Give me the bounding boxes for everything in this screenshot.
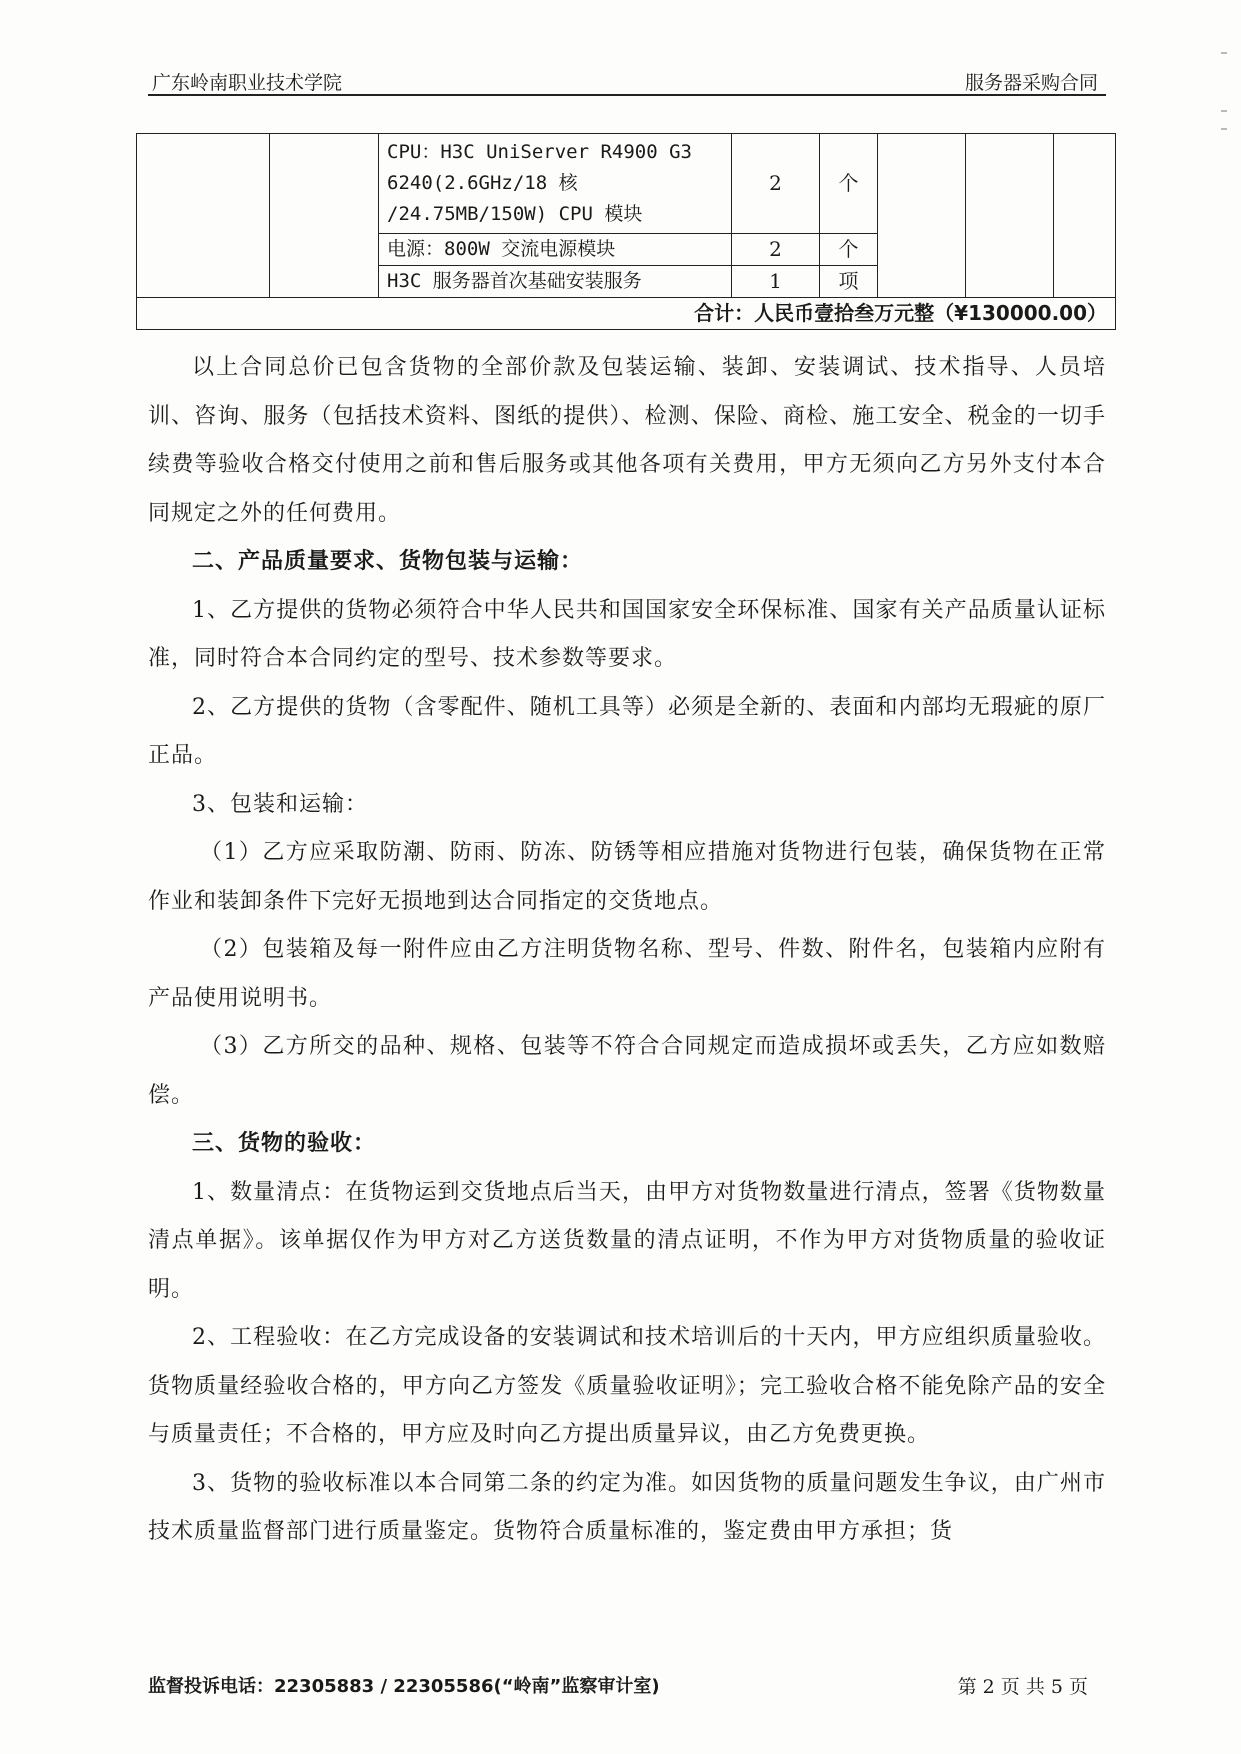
- contract-total: 合计：人民币壹拾叁万元整（¥130000.00）: [137, 298, 1116, 330]
- complaint-hotline: 监督投诉电话：22305883 / 22305586(“岭南”监察审计室): [148, 1676, 660, 1697]
- item-quantity: 1: [732, 266, 820, 298]
- table-cell-empty: [270, 134, 379, 298]
- document-title: 服务器采购合同: [964, 72, 1098, 94]
- paragraph: 2、乙方提供的货物（含零配件、随机工具等）必须是全新的、表面和内部均无瑕疵的原厂正品。: [148, 694, 1106, 768]
- contract-body: [148, 344, 1106, 1557]
- table-cell-empty: [878, 134, 966, 298]
- page-header: [148, 68, 1106, 96]
- page-number: 第 2 页 共 5 页: [957, 1676, 1088, 1698]
- item-unit: 项: [820, 266, 878, 298]
- goods-table: [136, 133, 1116, 330]
- paragraph: 1、数量清点：在货物运到交货地点后当天，由甲方对货物数量进行清点，签署《货物数量清点单据》。该单据仅作为甲方对乙方送货数量的清点证明，不作为甲方对货物质量的验收证明。: [148, 1179, 1106, 1302]
- item-description: [379, 134, 732, 234]
- paragraph: （2）包装箱及每一附件应由乙方注明货物名称、型号、件数、附件名，包装箱内应附有产品使用说明书。: [148, 937, 1106, 1011]
- table-total-row: [137, 298, 1116, 330]
- table-cell-empty: [1054, 134, 1116, 298]
- paragraph: 2、工程验收：在乙方完成设备的安装调试和技术培训后的十天内，甲方应组织质量验收。货物质量经验收合格的，甲方向乙方签发《质量验收证明》；完工验收合格不能免除产品的安全与质量责任；不合格的，甲方应及时向乙方提出质量异议，由乙方免费更换。: [148, 1325, 1106, 1447]
- school-name: 广东岭南职业技术学院: [152, 72, 343, 94]
- scan-speck: [1221, 110, 1227, 112]
- table-row: [137, 134, 1116, 234]
- desc-line: /24.75MB/150W) CPU 模块: [387, 203, 643, 225]
- item-description: H3C 服务器首次基础安装服务: [379, 266, 732, 298]
- paragraph: 3、货物的验收标准以本合同第二条的约定为准。如因货物的质量问题发生争议，由广州市技术质量监督部门进行质量鉴定。货物符合质量标准的，鉴定费由甲方承担；货: [148, 1470, 1106, 1544]
- item-unit: 个: [820, 234, 878, 266]
- table-cell-empty: [137, 134, 270, 298]
- scan-speck: [1221, 52, 1227, 54]
- section-heading: 三、货物的验收：: [192, 1131, 377, 1156]
- paragraph: 以上合同总价已包含货物的全部价款及包装运输、装卸、安装调试、技术指导、人员培训、咨询、服务（包括技术资料、图纸的提供）、检测、保险、商检、施工安全、税金的一切手续费等验收合格交付使用之前和售后服务或其他各项有关费用，甲方无须向乙方另外支付本合同规定之外的任何费用。: [148, 355, 1106, 526]
- desc-line: 6240(2.6GHz/18 核: [387, 172, 578, 194]
- scan-speck: [1221, 128, 1227, 130]
- item-unit: 个: [820, 134, 878, 234]
- desc-line: CPU：H3C UniServer R4900 G3: [387, 141, 692, 163]
- section-heading: 二、产品质量要求、货物包装与运输：: [192, 549, 584, 574]
- item-description: 电源：800W 交流电源模块: [379, 234, 732, 266]
- paragraph: 1、乙方提供的货物必须符合中华人民共和国国家安全环保标准、国家有关产品质量认证标准，同时符合本合同约定的型号、技术参数等要求。: [148, 597, 1106, 671]
- paragraph: 3、包装和运输：: [192, 791, 368, 817]
- table-cell-empty: [966, 134, 1054, 298]
- item-quantity: 2: [732, 234, 820, 266]
- paragraph: （3）乙方所交的品种、规格、包装等不符合合同规定而造成损坏或丢失，乙方应如数赔偿。: [148, 1034, 1106, 1108]
- paragraph: （1）乙方应采取防潮、防雨、防冻、防锈等相应措施对货物进行包装，确保货物在正常作业和装卸条件下完好无损地到达合同指定的交货地点。: [148, 840, 1106, 914]
- item-quantity: 2: [732, 134, 820, 234]
